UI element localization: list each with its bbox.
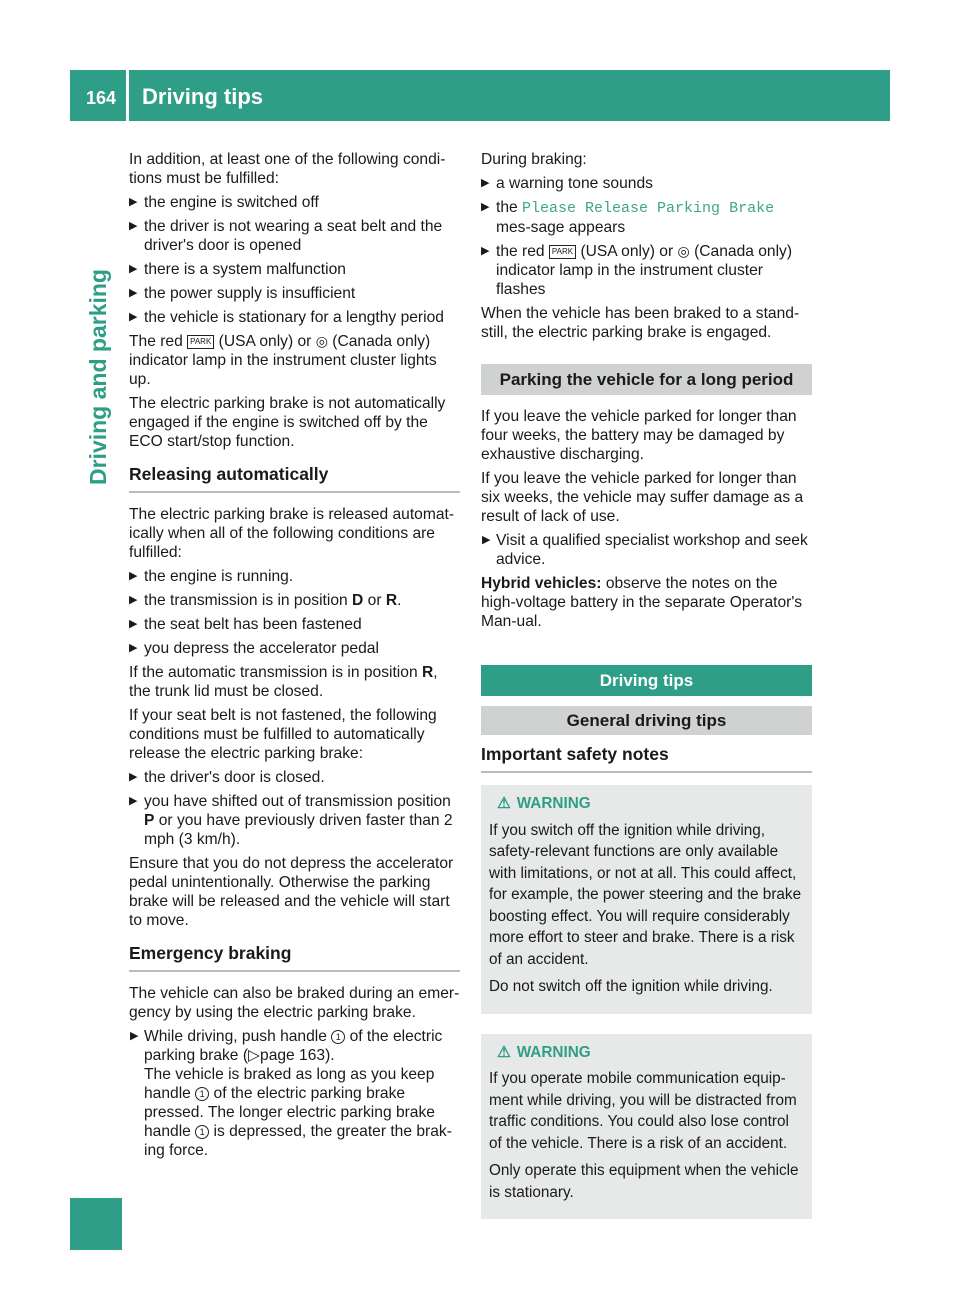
during-braking: During braking:	[481, 151, 587, 168]
standstill-note: When the vehicle has been braked to a stand-still, the electric parking brake is engaged.	[481, 305, 800, 342]
list-item: ▶ the red PARK (USA only) or ◎ (Canada only) indicator lamp in the instrument cluster flashes	[481, 243, 793, 299]
list-item: ▶ the driver is not wearing a seat belt and the driver's door is opened	[129, 218, 443, 254]
handle-callout-icon: 1	[331, 1030, 345, 1044]
page-number: 164	[86, 88, 117, 108]
list-item: ▶ the driver's door is closed.	[129, 769, 325, 787]
bullet-icon: ▶	[129, 311, 138, 323]
bullet-icon: ▶	[481, 201, 490, 213]
park-lamp-icon: PARK	[549, 245, 576, 259]
bullet-icon: ▶	[129, 196, 138, 208]
parking-brake-lamp-icon: ◎	[677, 243, 690, 260]
list-item: ▶ the engine is running.	[129, 568, 294, 586]
warning-title: ⚠ WARNING	[489, 1042, 804, 1064]
right-column	[481, 150, 812, 1239]
bullet-icon: ▶	[129, 642, 138, 655]
bullet-icon: ▶	[481, 245, 490, 257]
step-arrow-icon: ▶	[482, 534, 491, 547]
long-period-heading: Parking the vehicle for a long period	[481, 364, 812, 395]
emergency-heading: Emergency braking	[129, 944, 460, 972]
releasing-intro: The electric parking brake is released automat-ically when all of the following conditions are fulfilled:	[129, 506, 455, 562]
instruction-step: ▶ Visit a qualified specialist workshop and seek advice.	[482, 532, 808, 569]
side-tab-marker	[70, 1198, 122, 1250]
seatbelt-note: If your seat belt is not fastened, the following conditions must be fulfilled to automatically release the electric parking brake:	[129, 707, 437, 763]
bullet-icon: ▶	[481, 177, 490, 189]
bullet-icon: ▶	[129, 570, 138, 583]
general-driving-tips-heading: General driving tips	[481, 706, 812, 735]
four-weeks-note: If you leave the vehicle parked for longer than four weeks, the battery may be damaged by exhaustive discharging.	[481, 408, 797, 464]
six-weeks-note: If you leave the vehicle parked for longer than six weeks, the vehicle may suffer damage as a result of lack of use.	[481, 470, 804, 526]
list-item: ▶ the Please Release Parking Brake mes-sage appears	[481, 199, 775, 236]
page-reference-link[interactable]: page 163	[260, 1047, 326, 1065]
left-column	[129, 150, 460, 1165]
warning-box: ⚠ WARNING If you operate mobile communication equip-ment while driving, you will be distracted from traffic conditions. You could also lose control of the vehicle. There is a risk of an accident. Only operate this equipment when the vehicle is stationary.	[481, 1034, 812, 1220]
page-title: Driving tips	[142, 84, 264, 109]
hybrid-note: Hybrid vehicles: observe the notes on the high-voltage battery in the separate Operator's Man-ual.	[481, 575, 803, 631]
warning-triangle-icon: ⚠	[497, 1043, 511, 1061]
list-item: ▶ the power supply is insufficient	[129, 285, 356, 302]
auto-trans-note: If the automatic transmission is in position R, the trunk lid must be closed.	[129, 664, 438, 701]
instruction-step: ▶ While driving, push handle 1 of the electric parking brake (▷page 163). The vehicle is braked as long as you keep handle 1 of the electric parking brake pressed. The longer electric parking brake handle 1 is depressed, the greater the brak-ing force.	[130, 1028, 452, 1160]
bullet-icon: ▶	[129, 795, 138, 808]
bullet-icon: ▶	[129, 287, 138, 299]
releasing-heading: Releasing automatically	[129, 465, 460, 493]
handle-callout-icon: 1	[195, 1125, 209, 1139]
bullet-icon: ▶	[129, 220, 138, 232]
safety-notes-heading: Important safety notes	[481, 745, 812, 773]
warning-box: ⚠ WARNING If you switch off the ignition while driving, safety-relevant functions are only available with limitations, or not at all. This could affect, for example, the power steering and the brake boosting effect. You will require considerably more effort to steer and brake. There is a risk of an accident. Do not switch off the ignition while driving.	[481, 785, 812, 1014]
intro-text: In addition, at least one of the following condi-tions must be fulfilled:	[129, 151, 446, 187]
bullet-icon: ▶	[129, 771, 138, 784]
park-lamp-icon: PARK	[187, 335, 214, 349]
warning-triangle-icon: ⚠	[497, 795, 511, 813]
warning-title: ⚠ WARNING	[489, 793, 804, 815]
bullet-icon: ▶	[129, 618, 138, 631]
list-item: ▶ you depress the accelerator pedal	[129, 640, 379, 658]
display-message: Please Release Parking Brake	[522, 200, 775, 217]
emergency-intro: The vehicle can also be braked during an emer-gency by using the electric parking brake.	[129, 985, 460, 1022]
bullet-icon: ▶	[129, 594, 138, 607]
ensure-note: Ensure that you do not depress the accelerator pedal unintentionally. Otherwise the parking brake will be released and the vehicle will start to move.	[129, 855, 454, 930]
bullet-icon: ▶	[129, 263, 138, 275]
eco-note: The electric parking brake is not automatically engaged if the engine is switched off by the ECO start/stop function.	[129, 395, 446, 451]
list-item: ▶ you have shifted out of transmission position P or you have previously driven faster than 2 mph (3 km/h).	[129, 793, 453, 849]
list-item: ▶ a warning tone sounds	[481, 175, 653, 192]
step-arrow-icon: ▶	[130, 1030, 139, 1043]
list-item: ▶ the engine is switched off	[129, 194, 319, 211]
list-item: ▶ the seat belt has been fastened	[129, 616, 362, 634]
driving-tips-heading: Driving tips	[481, 665, 812, 696]
parking-brake-lamp-icon: ◎	[315, 333, 328, 350]
side-tab-label: Driving and parking	[85, 269, 111, 485]
red-lamp-text: The red PARK (USA only) or ◎ (Canada only) indicator lamp in the instrument cluster lights up.	[129, 333, 437, 389]
page-ref-arrow-icon: ▷	[248, 1047, 261, 1065]
list-item: ▶ there is a system malfunction	[129, 261, 346, 278]
header-divider	[126, 70, 129, 121]
handle-callout-icon: 1	[195, 1087, 209, 1101]
list-item: ▶ the transmission is in position D or R.	[129, 592, 402, 610]
list-item: ▶ the vehicle is stationary for a lengthy period	[129, 309, 444, 326]
